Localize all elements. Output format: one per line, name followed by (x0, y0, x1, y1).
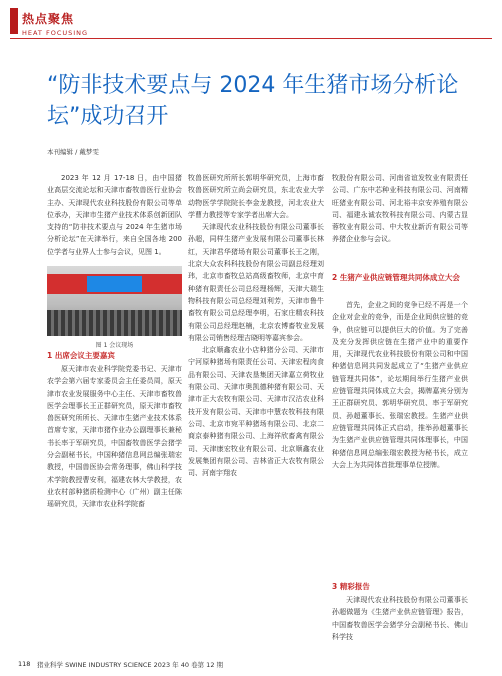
paragraph: 牧股份有限公司、河南省谊发牧业有限责任公司、广东中芯种业科技有限公司、河南精旺猪业有限公司、河北裕丰京安养殖有限公司、福建永诚农牧科技有限公司、内蒙古显蓉牧业有限公司、中大牧业新沂有限公司等养猪企业参与会议。 (332, 174, 468, 244)
figure-caption: 图 1 会议现场 (95, 342, 134, 349)
paragraph: 2023 年 12 月 17-18 日，由中国猪业高层交流论坛和天津市畜牧兽医行业协会主办、天津现代农业科技股份有限公司等单位承办，天津市生猪产业技术体系创新团队支持的“防非技术要点与 2024 年生猪市场分析论坛”在天津举行，来自全国各地 200 位学者与业界人士参与会议，见图 1。 (47, 174, 182, 256)
header-rule (10, 38, 492, 39)
section-heading-2: 2 生猪产业供应链管理共同体成立大会 (332, 273, 460, 282)
section-heading-1: 1 出席会议主要嘉宾 (47, 351, 115, 360)
paragraph: 首先，企业之间的竞争已经不再是一个企业对企业的竞争，而是企业间供应链的竞争，供应链可以提供巨大的价值。为了完善及充分发挥供应链在生猪产业中的重要作用，天津现代农业科技股份有限公司和中国种猪信息网共同发起成立了“生猪产业供应链管理共同体”，论坛期间举行生猪产业供应链管理共同体成立大会，揭牌嘉宾分别为王正群研究员、郭明华研究员、率于军研究员、孙超董事长、张瑞宏教授。生猪产业供应链管理共同体正式启动，推举孙超董事长为生猪产业供应链管理共同体理事长，中国种猪信息网总编张瑞宏教授为秘书长，成立大会上为共同体首批理事单位授牌。 (332, 301, 468, 469)
paragraph: 天津现代农业科技股份有限公司董事长孙超，同样生猪产业发展有限公司董事长林红，天津君华猪场有限公司董事长王之刚，北京大众农科科技股份有限公司副总经理刘玮，北京市畜牧总站高级畜牧师，北京中育种猪有限责任公司总经理杨辉，天津大瑞生物科技有限公司总经理刘利芳，天津市鲁牛畜牧有限公司总经理李明，石家庄精农科技有限公司总经理赵楠，北京农博畜牧业发展有限公司销售经理吉晓明等嘉宾参会。 (188, 223, 324, 342)
article-title: “防非技术要点与 2024 年生猪市场分析论坛”成功召开 (47, 73, 459, 129)
conference-photo (47, 266, 182, 336)
paragraph: 原天津市农业科学院党委书记、天津市农学会第六届专家委员会主任委员周，原天津市农业发展服务中心主任、天津市畜牧兽医学会理事长王正群研究员，原天津市畜牧兽医研究所所长、天津市生猪产业技术体系首席专家，天津市猪作业办公副理事长兼秘书长率于军研究员，中国畜牧兽医学会猪学分会副秘书长，中国种猪信息网总编张瑞宏教授，中国兽医协会常务理事，佛山科学技术学院教授曹安利，福建农林大学教授，农业农村部种猪质检测中心（广州）副主任陈瑶研究员，天津市农业科学院畜 (47, 365, 182, 509)
column-3 (332, 172, 468, 246)
photo-audience (47, 310, 182, 336)
page-number: 118 (18, 660, 31, 668)
section-heading-3: 3 精彩报告 (332, 582, 370, 591)
photo-screen (87, 276, 142, 292)
paragraph: 北京顺鑫农业小店种猪分公司、天津市宁河原种猪场有限责任公司、天津宏程肉食品有限公司、天津农垦集团天津嘉立荷牧业有限公司、天津市奥凯德种猪有限公司、天津市正大农牧有限公司、天津市汉沽农业科技开发有限公司、天津市中慧农牧科技有限公司、北京市宛平种猪场有限公司、北京二商京泰种猪有限公司、上海祥欣畜禽有限公司、天津康宏牧业有限公司、北京顺鑫农业发展集团有限公司、吉林省正大农牧有限公司、河南宇翔农 (188, 346, 324, 478)
column-1-continued (47, 363, 182, 511)
header-accent-bar (10, 8, 18, 34)
column-3-section-3 (332, 594, 468, 643)
paragraph: 天津现代农业科技股份有限公司董事长孙超做题为《生猪产业供应链管理》报告，中国畜牧兽医学会猪学分会副秘书长、佛山科学技 (332, 596, 468, 641)
section-label: 热点聚焦 (22, 12, 75, 26)
journal-footer: 猪业科学 SWINE INDUSTRY SCIENCE 2023 年 40 卷第 12 期 (37, 661, 224, 669)
section-label-english: HEAT FOCUSING (22, 29, 89, 37)
column-2 (188, 172, 324, 479)
article-author: 本刊编辑 / 戴梦雯 (47, 148, 99, 156)
paragraph: 牧兽医研究所所长郭明华研究员，上海市畜牧兽医研究所立尚会研究员，东北农业大学动物医学学院院长李金龙教授，河北农业大学曹力教授等专家学者出席大会。 (188, 174, 324, 219)
column-1 (47, 172, 182, 258)
column-3-section-2 (332, 299, 468, 471)
